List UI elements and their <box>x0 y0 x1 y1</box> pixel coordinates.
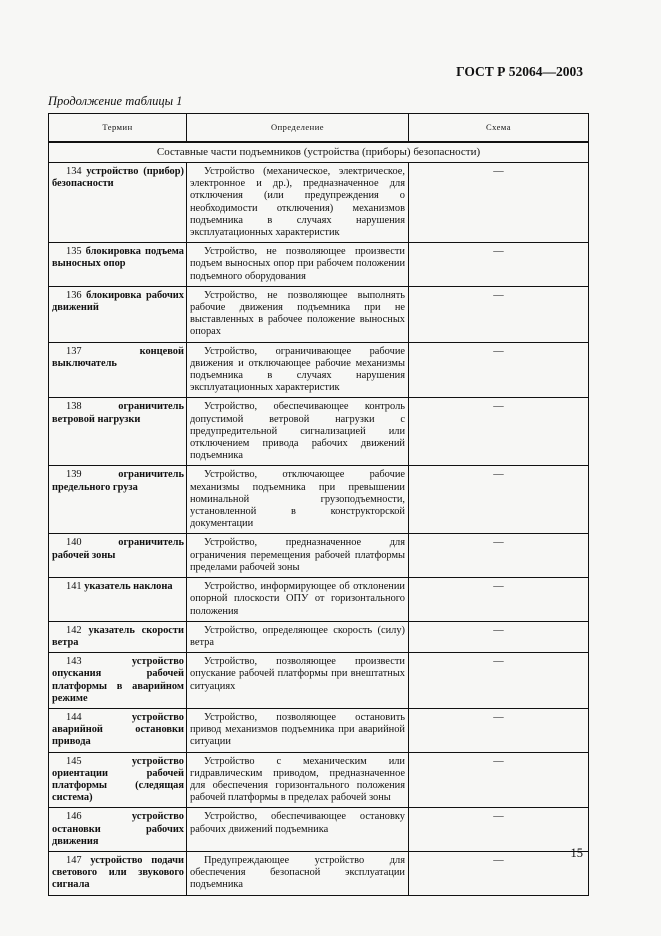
table-row <box>49 243 589 287</box>
term-number: 143 <box>66 656 82 668</box>
terms-table <box>48 113 589 896</box>
term-text: указатель наклона <box>84 581 173 593</box>
column-header-definition: Определение <box>187 114 409 143</box>
term-text: указатель скорости ветра <box>52 624 184 648</box>
term-cell <box>49 534 187 578</box>
term-cell <box>49 243 187 287</box>
table-row <box>49 708 589 752</box>
definition-cell: Устройство, определяющее скорость (силу) ветра <box>187 621 409 652</box>
term-number: 139 <box>66 469 82 481</box>
table-row <box>49 808 589 852</box>
term-cell <box>49 398 187 466</box>
term-text: ограничитель предельного груза <box>52 469 184 493</box>
term-cell <box>49 163 187 243</box>
table-row <box>49 342 589 398</box>
table-row <box>49 534 589 578</box>
term-number: 138 <box>66 401 82 413</box>
term-text: устройство подачи светового или звукового сигнала <box>52 854 184 891</box>
section-title: Составные части подъемников (устройства (приборы) безопасности) <box>49 142 589 163</box>
scheme-cell: — <box>409 851 589 895</box>
definition-cell: Устройство, ограничивающее рабочие движения и отключающее рабочие механизмы подъемника в случаях нарушения эксплуатационных характеристик <box>187 342 409 398</box>
table-row <box>49 851 589 895</box>
term-number: 142 <box>66 624 82 636</box>
table-body <box>49 142 589 895</box>
term-text: блокировка подъема выносных опор <box>52 246 184 270</box>
term-cell <box>49 342 187 398</box>
definition-cell: Устройство с механическим или гидравлическим приводом, предназначенное для обеспечения горизонтального положения рабочей платформы в пределах рабочей зоны <box>187 752 409 808</box>
table-row <box>49 653 589 709</box>
scheme-cell: — <box>409 708 589 752</box>
table-row <box>49 466 589 534</box>
scheme-cell: — <box>409 653 589 709</box>
scheme-cell: — <box>409 286 589 342</box>
term-text: устройство опускания рабочей платформы в аварийном режиме <box>52 656 184 704</box>
table-row <box>49 578 589 622</box>
term-cell <box>49 851 187 895</box>
definition-cell: Устройство, обеспечивающее контроль допустимой ветровой нагрузки с предупредительной сигнализацией или отключением привода рабочих движений подъемника <box>187 398 409 466</box>
term-cell <box>49 808 187 852</box>
definition-cell: Устройство, позволяющее произвести опускание рабочей платформы при внештатных ситуациях <box>187 653 409 709</box>
table-row <box>49 163 589 243</box>
definition-cell: Устройство, обеспечивающее остановку рабочих движений подъемника <box>187 808 409 852</box>
scheme-cell: — <box>409 163 589 243</box>
table-row <box>49 752 589 808</box>
term-cell <box>49 653 187 709</box>
term-number: 144 <box>66 711 82 723</box>
term-cell <box>49 621 187 652</box>
term-text: устройство ориентации рабочей платформы (следящая система) <box>52 755 184 804</box>
definition-cell: Устройство, не позволяющее выполнять рабочие движения подъемника при не выставленных в рабочее положение выносных опорах <box>187 286 409 342</box>
term-text: ограничитель рабочей зоны <box>52 537 184 561</box>
definition-cell: Устройство, не позволяющее произвести подъем выносных опор при рабочем положении подъемного оборудования <box>187 243 409 287</box>
scheme-cell: — <box>409 752 589 808</box>
scheme-cell: — <box>409 342 589 398</box>
term-text: блокировка рабочих движений <box>52 289 184 314</box>
term-number: 145 <box>66 755 82 767</box>
term-cell <box>49 752 187 808</box>
column-header-scheme: Схема <box>409 114 589 143</box>
table-row <box>49 286 589 342</box>
scheme-cell: — <box>409 398 589 466</box>
term-number: 137 <box>66 345 82 357</box>
definition-cell: Устройство, информирующее об отклонении опорной плоскости ОПУ от горизонтального положения <box>187 578 409 622</box>
table-caption: Продолжение таблицы 1 <box>48 94 183 108</box>
term-number: 136 <box>66 289 82 301</box>
scheme-cell: — <box>409 243 589 287</box>
definition-cell: Устройство (механическое, электрическое, электронное и др.), предназначенное для отключения (или предупреждения о необходимости отключения) механизмов подъемника в случаях нарушения эксплуатационных характеристик <box>187 163 409 243</box>
section-row <box>49 142 589 163</box>
term-cell <box>49 578 187 622</box>
document-id: ГОСТ Р 52064—2003 <box>456 64 583 79</box>
term-text: ограничитель ветровой нагрузки <box>52 401 184 425</box>
term-number: 140 <box>66 537 82 549</box>
scheme-cell: — <box>409 621 589 652</box>
page-number: 15 <box>570 846 583 860</box>
term-text: устройство (прибор) безопасности <box>52 166 184 190</box>
term-number: 147 <box>66 854 82 866</box>
scheme-cell: — <box>409 808 589 852</box>
scheme-cell: — <box>409 578 589 622</box>
definition-cell: Предупреждающее устройство для обеспечения безопасной эксплуатации подъемника <box>187 851 409 895</box>
term-cell <box>49 286 187 342</box>
scheme-cell: — <box>409 466 589 534</box>
definition-cell: Устройство, отключающее рабочие механизмы подъемника при превышении номинальной грузоподъемности, установленной в конструкторской документации <box>187 466 409 534</box>
scheme-cell: — <box>409 534 589 578</box>
term-cell <box>49 708 187 752</box>
term-text: устройство аварийной остановки привода <box>52 711 184 748</box>
term-cell <box>49 466 187 534</box>
term-text: устройство остановки рабочих движения <box>52 811 184 847</box>
term-number: 135 <box>66 246 82 258</box>
definition-cell: Устройство, предназначенное для ограничения перемещения рабочей платформы пределами рабочей зоны <box>187 534 409 578</box>
definition-cell: Устройство, позволяющее остановить привод механизмов подъемника при аварийной ситуации <box>187 708 409 752</box>
term-text: концевой выключатель <box>52 345 184 369</box>
table-row <box>49 398 589 466</box>
term-number: 141 <box>66 581 82 593</box>
column-header-term: Термин <box>49 114 187 143</box>
table-header-row <box>49 114 589 143</box>
term-number: 134 <box>66 166 82 177</box>
term-number: 146 <box>66 811 82 823</box>
table-row <box>49 621 589 652</box>
